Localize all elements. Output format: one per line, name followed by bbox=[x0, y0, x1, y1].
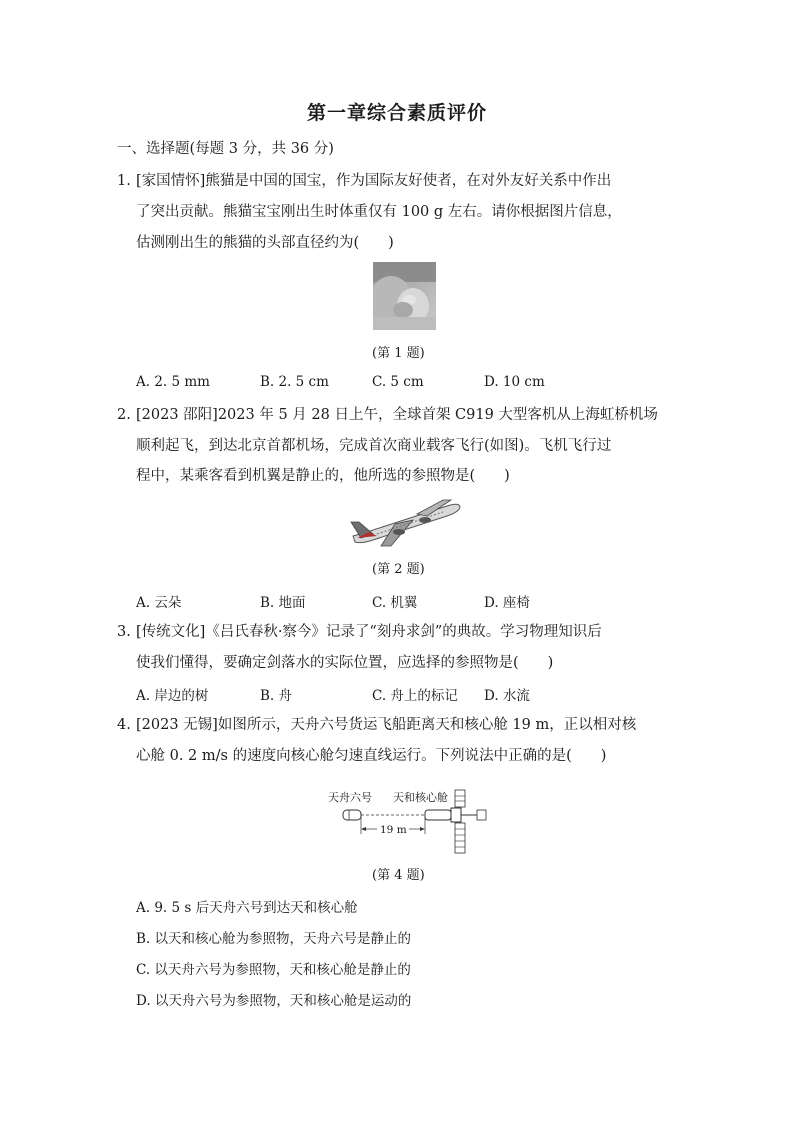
tianzhou-label: 天舟六号 bbox=[328, 791, 372, 804]
tianhe-label: 天和核心舱 bbox=[393, 791, 448, 804]
q2-option-b: B. 地面 bbox=[260, 595, 306, 611]
q1-line-2: 了突出贡献。熊猫宝宝刚出生时体重仅有 100 g 左右。请你根据图片信息， bbox=[136, 204, 622, 220]
q2-line-3: 程中，某乘客看到机翼是静止的，他所选的参照物是( ) bbox=[136, 468, 510, 484]
q4-option-c: C. 以天舟六号为参照物，天和核心舱是静止的 bbox=[136, 962, 411, 978]
q1-number: 1. bbox=[117, 173, 131, 189]
q2-number: 2. bbox=[117, 407, 131, 423]
q1-line-3: 估测刚出生的熊猫的头部直径约为( ) bbox=[136, 235, 394, 251]
q2-option-d: D. 座椅 bbox=[484, 595, 530, 611]
q4-line-1: [2023 无锡]如图所示，天舟六号货运飞船距离天和核心舱 19 m，正以相对核 bbox=[136, 717, 637, 733]
q3-option-c: C. 舟上的标记 bbox=[372, 688, 458, 704]
q1-option-b: B. 2. 5 cm bbox=[260, 374, 329, 390]
q4-option-b: B. 以天和核心舱为参照物，天舟六号是静止的 bbox=[136, 931, 412, 947]
q2-line-2: 顺利起飞，到达北京首都机场，完成首次商业载客飞行(如图)。飞机飞行过 bbox=[136, 438, 612, 454]
q3-option-d: D. 水流 bbox=[484, 688, 530, 704]
page-title: 第一章综合素质评价 bbox=[306, 102, 487, 124]
q1-caption: (第 1 题) bbox=[372, 346, 425, 361]
q2-option-c: C. 机翼 bbox=[372, 595, 418, 611]
q2-option-a: A. 云朵 bbox=[136, 595, 182, 611]
q3-number: 3. bbox=[117, 624, 131, 640]
q4-option-d: D. 以天舟六号为参照物，天和核心舱是运动的 bbox=[136, 993, 412, 1009]
q3-line-2: 使我们懂得，要确定剑落水的实际位置，应选择的参照物是( ) bbox=[136, 655, 554, 671]
q4-caption: (第 4 题) bbox=[372, 868, 425, 883]
q2-line-1: [2023 邵阳]2023 年 5 月 28 日上午，全球首架 C919 大型客机从上海虹桥机场 bbox=[136, 407, 658, 423]
airplane-image bbox=[347, 492, 463, 548]
panda-photo bbox=[373, 262, 436, 330]
q1-option-a: A. 2. 5 mm bbox=[136, 374, 210, 390]
q2-caption: (第 2 题) bbox=[372, 562, 425, 577]
q4-number: 4. bbox=[117, 717, 131, 733]
distance-label: 19 m bbox=[380, 824, 407, 836]
q3-option-a: A. 岸边的树 bbox=[136, 688, 209, 704]
q1-option-d: D. 10 cm bbox=[484, 374, 545, 390]
q1-option-c: C. 5 cm bbox=[372, 374, 424, 390]
q3-line-1: [传统文化]《吕氏春秋·察今》记录了“刻舟求剑”的典故。学习物理知识后 bbox=[136, 624, 602, 640]
spacecraft-diagram bbox=[325, 788, 495, 858]
q3-option-b: B. 舟 bbox=[260, 688, 293, 704]
section-heading: 一、选择题(每题 3 分，共 36 分) bbox=[117, 141, 334, 157]
q4-option-a: A. 9. 5 s 后天舟六号到达天和核心舱 bbox=[136, 900, 358, 916]
q1-line-1: [家国情怀]熊猫是中国的国宝，作为国际友好使者，在对外友好关系中作出 bbox=[136, 173, 612, 189]
q4-line-2: 心舱 0. 2 m/s 的速度向核心舱匀速直线运行。下列说法中正确的是( ) bbox=[136, 748, 607, 764]
